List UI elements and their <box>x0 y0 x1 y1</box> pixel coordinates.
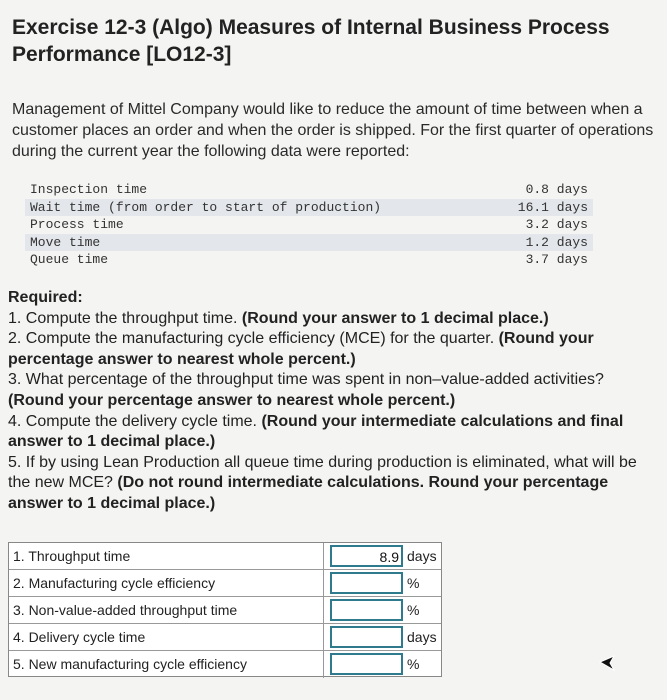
new-mce-input[interactable] <box>330 653 403 675</box>
question-text: 4. Compute the delivery cycle time. <box>8 412 262 430</box>
intro-paragraph: Management of Mittel Company would like to reduce the amount of time between when a customer places an order and when the order is shipped. For the first quarter of operations during the current year the following data were reported: <box>12 101 654 160</box>
data-row-queue <box>25 251 593 269</box>
question-instruction: (Round your intermediate calculations and final answer to 1 decimal place.) <box>8 412 624 451</box>
data-label: Queue time <box>30 252 109 268</box>
data-value: 1.2 days <box>525 234 588 250</box>
question-3 <box>8 370 663 411</box>
answer-row-non-value-added <box>9 597 441 624</box>
data-value: 16.1 days <box>517 199 588 215</box>
question-instruction: (Round your answer to 1 decimal place.) <box>241 309 549 327</box>
answer-row-delivery <box>9 624 441 651</box>
answer-row-mce <box>9 570 441 597</box>
data-value: 0.8 days <box>525 182 588 198</box>
data-row-inspection <box>25 181 593 199</box>
data-label: Wait time (from order to start of production) <box>30 199 382 215</box>
answer-table <box>8 542 442 677</box>
required-section <box>8 288 663 515</box>
data-label: Move time <box>30 234 101 250</box>
page-title: Exercise 12-3 (Algo) Measures of Internal Business Process Performance [LO12-3] <box>12 16 610 66</box>
answer-unit: % <box>407 602 420 618</box>
data-row-move <box>25 234 593 252</box>
answer-label: 2. Manufacturing cycle efficiency <box>13 575 216 591</box>
question-text: 2. Compute the manufacturing cycle efficiency (MCE) for the quarter. <box>8 330 499 348</box>
required-heading: Required: <box>8 289 83 306</box>
data-row-process <box>25 216 593 234</box>
question-instruction: (Round your percentage answer to nearest whole percent.) <box>8 330 594 368</box>
question-text: 3. What percentage of the throughput time was spent in non–value-added activities? <box>8 371 604 389</box>
mouse-pointer-icon <box>598 654 618 677</box>
question-1 <box>8 309 663 330</box>
question-5 <box>8 453 663 515</box>
answer-unit: % <box>407 656 420 672</box>
data-row-wait <box>25 199 593 217</box>
answer-label: 4. Delivery cycle time <box>13 629 146 645</box>
question-4 <box>8 412 663 453</box>
answer-row-throughput <box>9 543 441 570</box>
delivery-cycle-input[interactable] <box>330 626 403 648</box>
question-text: 5. If by using Lean Production all queue time during production is eliminated, what will be the new MCE? <box>8 453 637 492</box>
data-value: 3.7 days <box>525 252 588 268</box>
answer-unit: % <box>407 575 420 591</box>
answer-unit: days <box>407 629 437 645</box>
data-label: Process time <box>30 217 124 233</box>
question-instruction: (Round your percentage answer to nearest whole percent.) <box>8 391 456 409</box>
answer-label: 5. New manufacturing cycle efficiency <box>13 656 247 672</box>
question-instruction: (Do not round intermediate calculations. Round your percentage answer to 1 decimal place.) <box>8 474 609 512</box>
throughput-time-input[interactable]: 8.9 <box>330 545 403 567</box>
non-value-added-input[interactable] <box>330 599 403 621</box>
answer-label: 3. Non-value-added throughput time <box>13 602 238 618</box>
mce-input[interactable] <box>330 572 403 594</box>
answer-unit: days <box>407 548 437 564</box>
answer-label: 1. Throughput time <box>13 548 131 564</box>
data-value: 3.2 days <box>525 217 588 233</box>
data-label: Inspection time <box>30 182 148 198</box>
question-2 <box>8 329 663 370</box>
answer-row-new-mce <box>9 651 441 678</box>
data-table <box>25 181 593 269</box>
question-text: 1. Compute the throughput time. <box>8 309 242 327</box>
